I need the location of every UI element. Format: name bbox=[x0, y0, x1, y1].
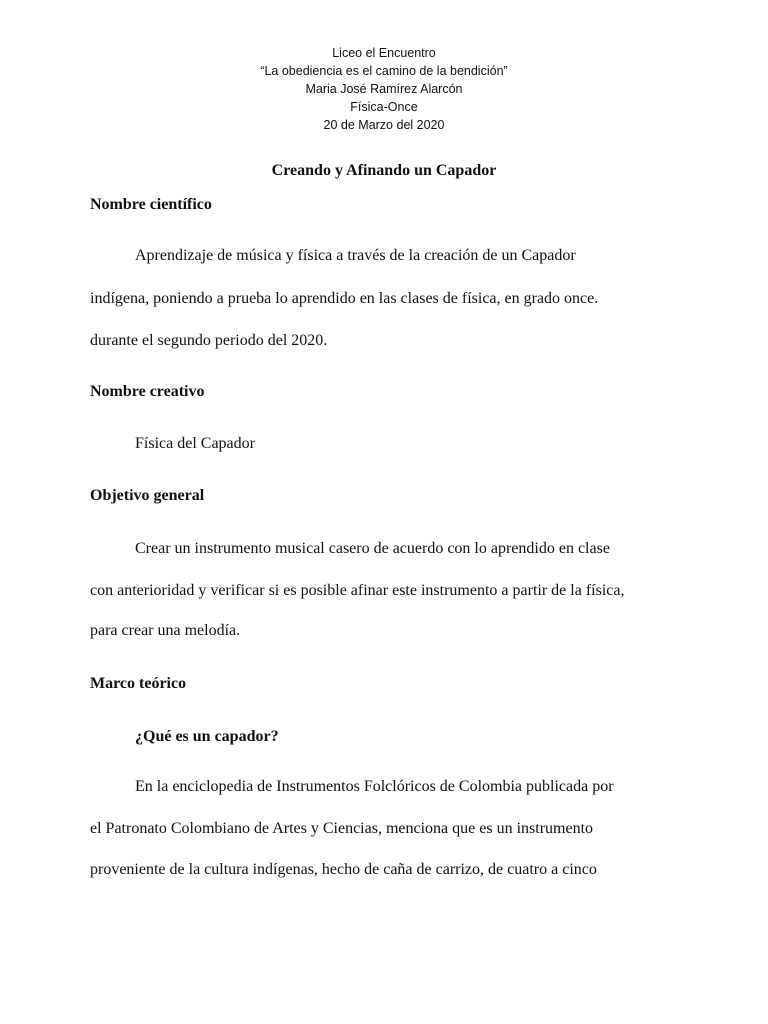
document-header bbox=[0, 44, 768, 134]
subject-name: Física-Once bbox=[350, 100, 418, 114]
paragraph-line: el Patronato Colombiano de Artes y Ciencias, menciona que es un instrumento bbox=[90, 820, 594, 837]
section-heading-theoretical-framework: Marco teórico bbox=[90, 675, 187, 692]
paragraph-line: proveniente de la cultura indígenas, hecho de caña de carrizo, de cuatro a cinco bbox=[90, 861, 597, 878]
paragraph-line: Física del Capador bbox=[135, 435, 255, 452]
document-date: 20 de Marzo del 2020 bbox=[323, 118, 445, 132]
paragraph-line: Crear un instrumento musical casero de acuerdo con lo aprendido en clase bbox=[135, 540, 610, 557]
section-heading-general-objective: Objetivo general bbox=[90, 487, 205, 504]
paragraph-line: indígena, poniendo a prueba lo aprendido en las clases de física, en grado once. bbox=[90, 290, 599, 307]
subsection-heading-what-is-capador: ¿Qué es un capador? bbox=[135, 728, 279, 745]
section-heading-creative-name: Nombre creativo bbox=[90, 383, 205, 400]
paragraph-line: En la enciclopedia de Instrumentos Folclóricos de Colombia publicada por bbox=[135, 778, 614, 795]
paragraph-line: con anterioridad y verificar si es posible afinar este instrumento a partir de la física, bbox=[90, 582, 625, 599]
school-name: Liceo el Encuentro bbox=[332, 46, 436, 60]
document-title: Creando y Afinando un Capador bbox=[271, 162, 497, 179]
paragraph-line: durante el segundo periodo del 2020. bbox=[90, 332, 328, 349]
paragraph-line: Aprendizaje de música y física a través de la creación de un Capador bbox=[135, 247, 576, 264]
school-motto: “La obediencia es el camino de la bendición” bbox=[260, 64, 508, 78]
author-name: Maria José Ramírez Alarcón bbox=[305, 82, 463, 96]
paragraph-line: para crear una melodía. bbox=[90, 622, 241, 639]
section-heading-scientific-name: Nombre científico bbox=[90, 196, 212, 213]
